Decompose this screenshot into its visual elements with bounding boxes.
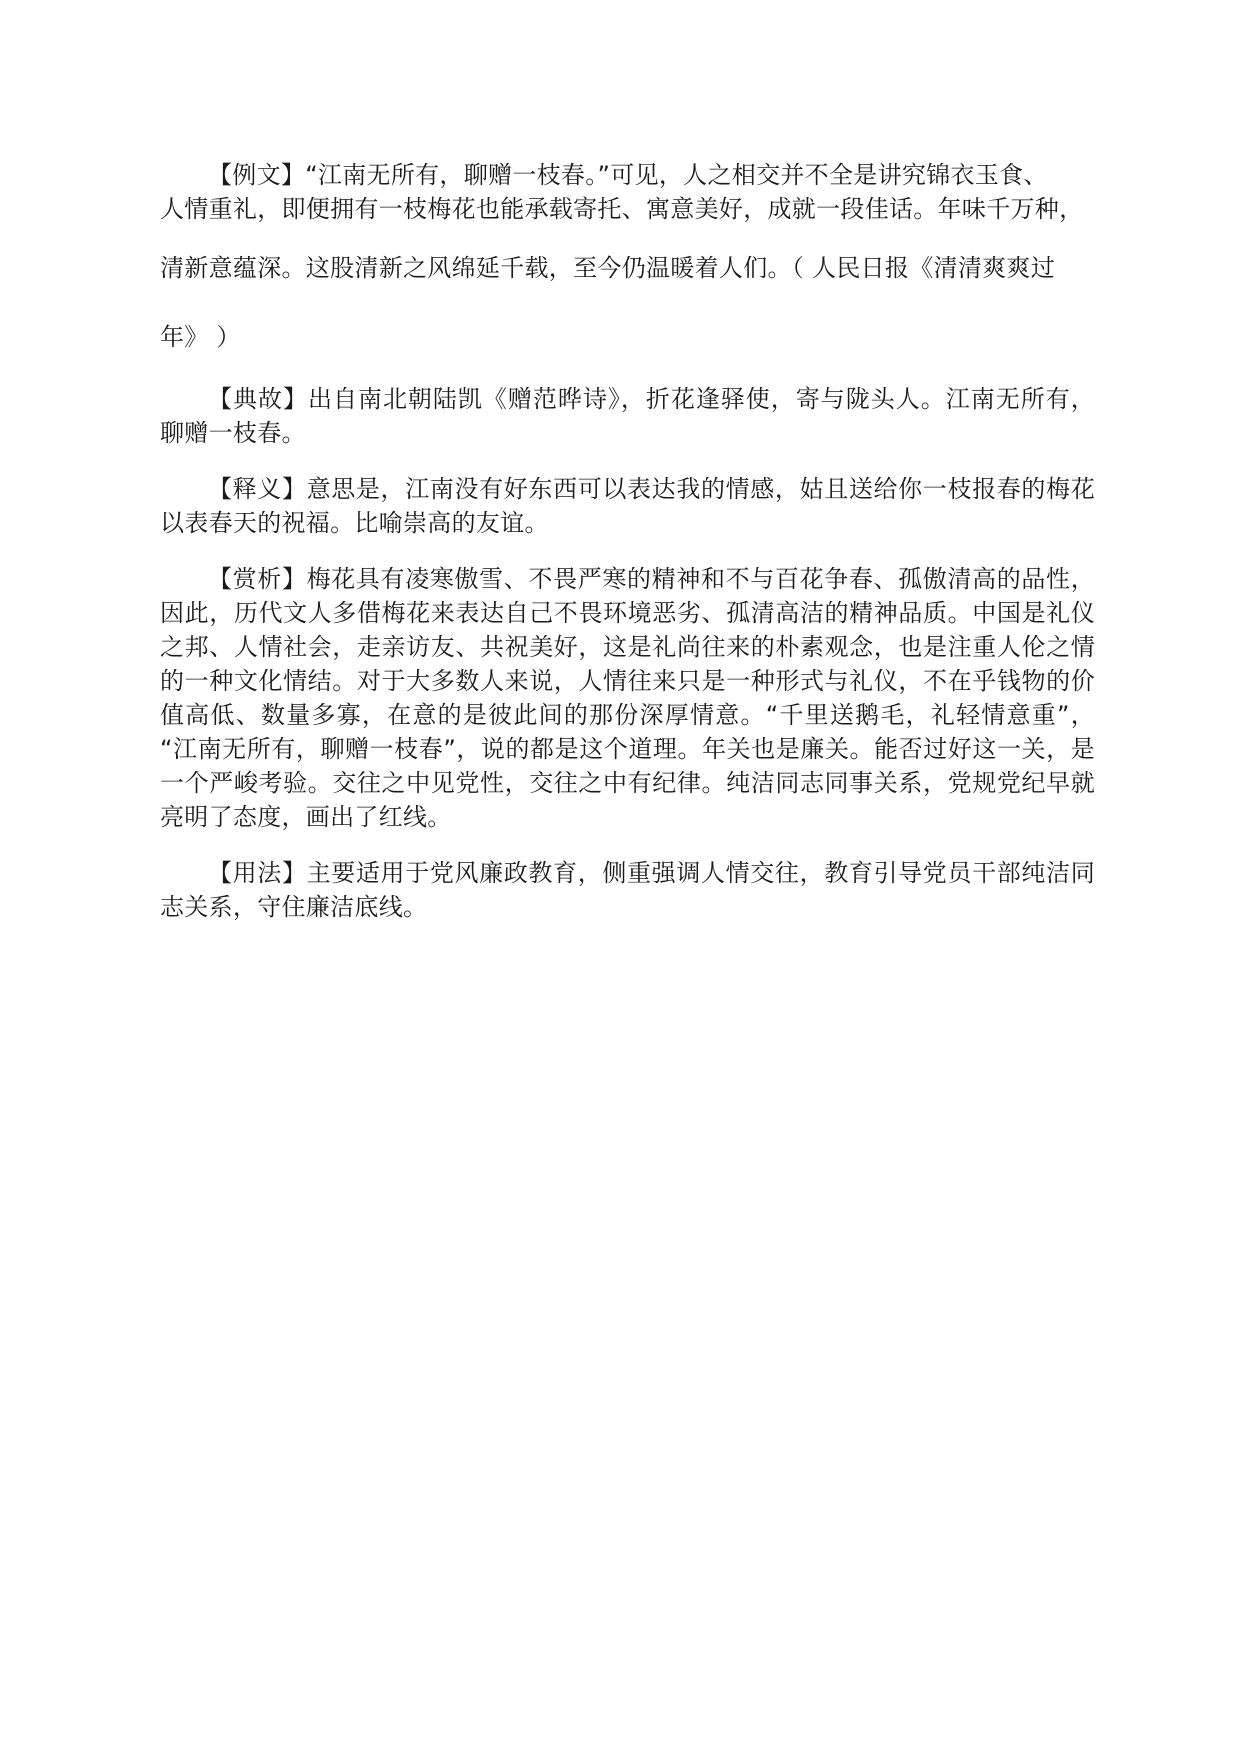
appreciation-paragraph: 【赏析】梅花具有凌寒傲雪、不畏严寒的精神和不与百花争春、孤傲清高的品性，因此，历代文人多借梅花来表达自己不畏环境恶劣、孤清高洁的精神品质。中国是礼仪之邦、人情社会，走亲访友、共祝美好，这是礼尚往来的朴素观念，也是注重人伦之情的一种文化情结。对于大多数人来说，人情往来只是一种形式与礼仪，不在乎钱物的价值高低、数量多寡，在意的是彼此间的那份深厚情意。“千里送鹅毛，礼轻情意重”， “江南无所有，聊赠一枝春”，说的都是这个道理。年关也是廉关。能否过好这一关，是一个严峻考验。交往之中见党性，交往之中有纪律。纯洁同志同事关系，党规党纪早就亮明了态度，画出了红线。: [160, 565, 1095, 831]
example-line-3: 清新意蕴深。这股清新之风绵延千载，至今仍温暖着人们。（ 人民日报《清清爽爽过: [160, 254, 1056, 282]
document-body: [160, 158, 1095, 946]
example-line-4: 年》 ）: [160, 323, 241, 351]
example-paragraph: [160, 158, 1095, 354]
allusion-paragraph: 【典故】出自南北朝陆凯《赠范晔诗》，折花逢驿使，寄与陇头人。江南无所有，聊赠一枝春。: [160, 385, 1095, 447]
example-line-1: 【例文】“江南无所有，聊赠一枝春。”可见，人之相交并不全是讲究锦衣玉食、: [208, 161, 1048, 189]
meaning-paragraph: 【释义】意思是，江南没有好东西可以表达我的情感，姑且送给你一枝报春的梅花以表春天的祝福。比喻崇高的友谊。: [160, 475, 1095, 537]
usage-paragraph: 【用法】主要适用于党风廉政教育，侧重强调人情交往，教育引导党员干部纯洁同志关系，守住廉洁底线。: [160, 859, 1095, 921]
example-line-2: 人情重礼，即便拥有一枝梅花也能承载寄托、寓意美好，成就一段佳话。年味千万种，: [160, 195, 1084, 223]
